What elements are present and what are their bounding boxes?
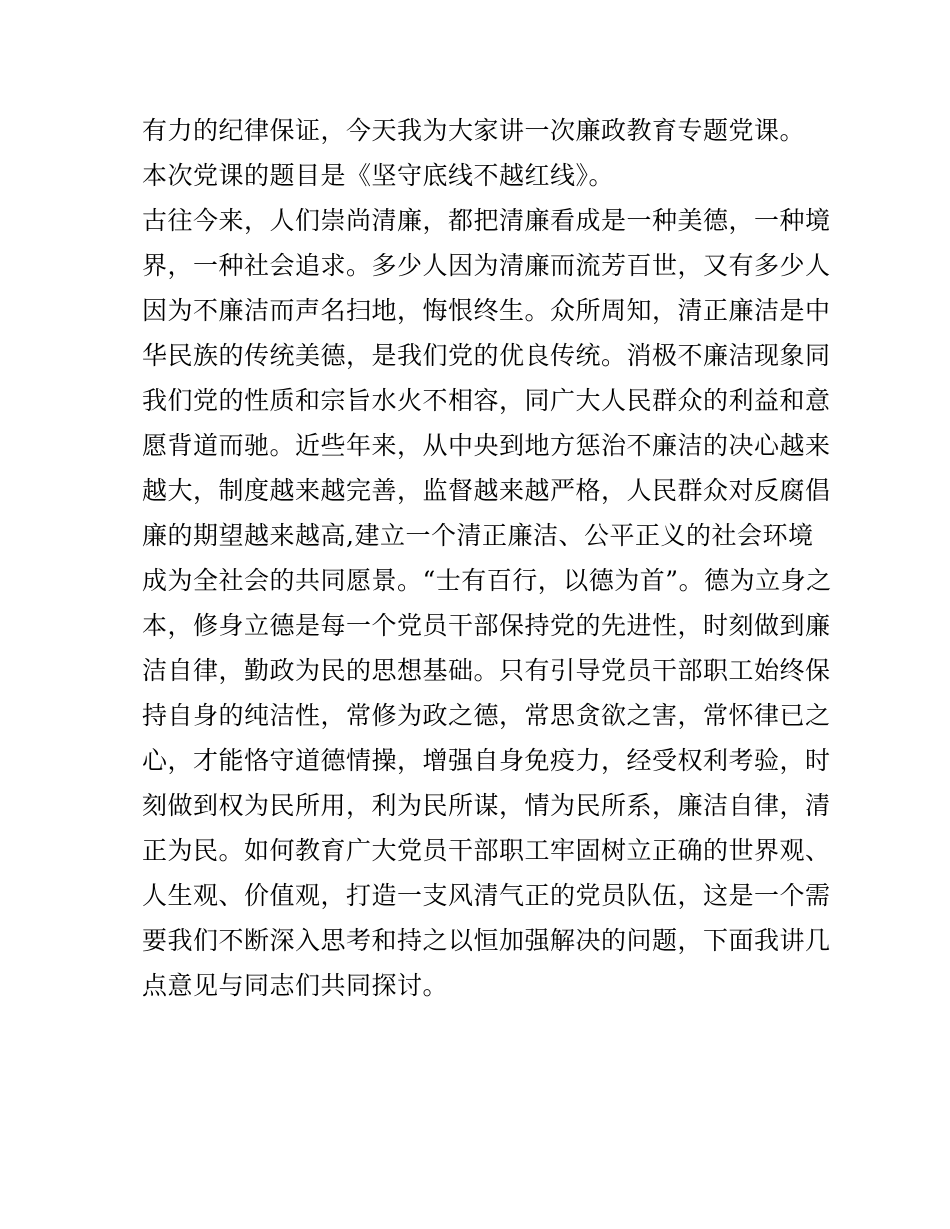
text-line: 有力的纪律保证，今天我为大家讲一次廉政教育专题党课。 bbox=[142, 116, 806, 145]
text-line: 我们党的性质和宗旨水火不相容，同广大人民群众的利益和意 bbox=[142, 386, 831, 415]
text-line: 越大，制度越来越完善，监督越来越严格，人民群众对反腐倡 bbox=[142, 476, 831, 505]
text-line: 人生观、价值观，打造一支风清气正的党员队伍，这是一个需 bbox=[142, 881, 831, 910]
text-line: 华民族的传统美德，是我们党的优良传统。消极不廉洁现象同 bbox=[142, 341, 831, 370]
text-line: 因为不廉洁而声名扫地，悔恨终生。众所周知，清正廉洁是中 bbox=[142, 296, 831, 325]
text-line: 要我们不断深入思考和持之以恒加强解决的问题，下面我讲几 bbox=[142, 926, 831, 955]
text-line: 愿背道而驰。近些年来，从中央到地方惩治不廉洁的决心越来 bbox=[142, 431, 831, 460]
text-line: 持自身的纯洁性，常修为政之德，常思贪欲之害，常怀律已之 bbox=[142, 701, 831, 730]
text-line: 界，一种社会追求。多少人因为清廉而流芳百世，又有多少人 bbox=[142, 251, 831, 280]
body-text bbox=[142, 108, 832, 1008]
text-line: 点意见与同志们共同探讨。 bbox=[142, 971, 449, 1000]
text-line: 本，修身立德是每一个党员干部保持党的先进性，时刻做到廉 bbox=[142, 611, 831, 640]
text-line: 刻做到权为民所用，利为民所谋，情为民所系，廉洁自律，清 bbox=[142, 791, 831, 820]
text-line: 心，才能恪守道德情操，增强自身免疫力，经受权利考验，时 bbox=[142, 746, 831, 775]
text-line: 本次党课的题目是《坚守底线不越红线》。 bbox=[142, 161, 615, 190]
text-line: 成为全社会的共同愿景。“士有百行，以德为首”。德为立身之 bbox=[142, 566, 832, 595]
text-line: 廉的期望越来越高,建立一个清正廉洁、公平正义的社会环境 bbox=[142, 521, 814, 550]
text-line: 洁自律，勤政为民的思想基础。只有引导党员干部职工始终保 bbox=[142, 656, 831, 685]
text-line: 正为民。如何教育广大党员干部职工牢固树立正确的世界观、 bbox=[142, 836, 831, 865]
text-line: 古往今来，人们崇尚清廉，都把清廉看成是一种美德，一种境 bbox=[142, 206, 831, 235]
